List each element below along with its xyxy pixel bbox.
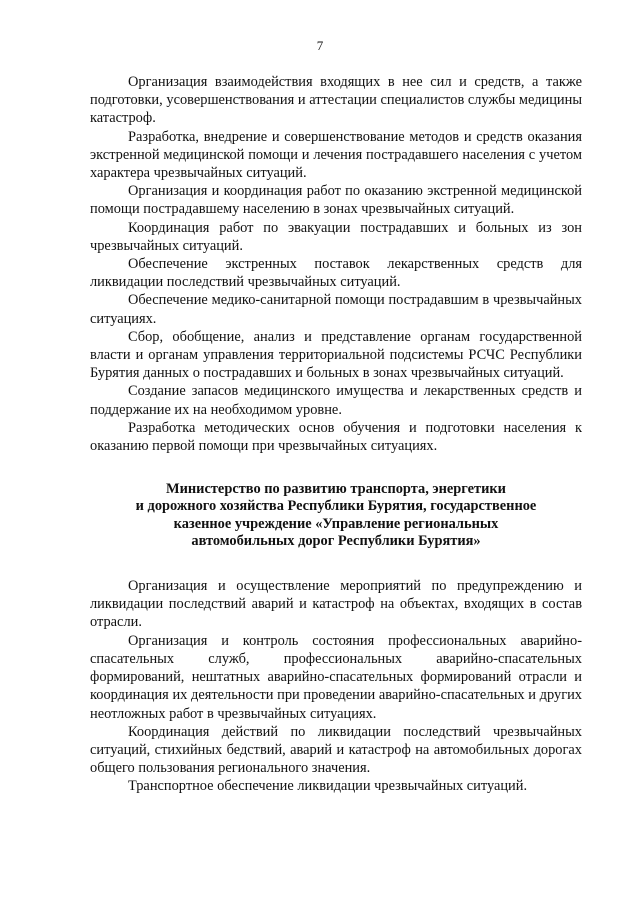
paragraph: Обеспечение экстренных поставок лекарственных средств для ликвидации последствий чрезвычайных ситуаций.	[90, 256, 582, 291]
paragraph: Координация работ по эвакуации пострадавших и больных из зон чрезвычайных ситуаций.	[90, 219, 582, 254]
page-number: 7	[316, 38, 324, 53]
section-transport-paragraphs	[90, 577, 582, 795]
paragraph: Транспортное обеспечение ликвидации чрезвычайных ситуаций.	[128, 778, 528, 795]
section-medical-paragraphs	[90, 73, 582, 455]
paragraph: Обеспечение медико-санитарной помощи пострадавшим в чрезвычайных ситуациях.	[90, 292, 582, 327]
page-content	[90, 73, 582, 796]
paragraph: Организация и контроль состояния профессиональных аварийно-спасательных служб, профессиональных аварийно-спасательных формирований, нештатных аварийно-спасательных формирований отрасли и координация их деятельности при проведении аварийно-спасательных и других неотложных работ в чрезвычайных ситуациях.	[90, 632, 582, 722]
paragraph: Сбор, обобщение, анализ и представление органам государственной власти и органам управления территориальной подсистемы РСЧС Республики Бурятия данных о пострадавших и больных в зонах чрезвычайных ситуаций.	[90, 328, 582, 382]
heading-line: автомобильных дорог Республики Бурятия»	[191, 532, 481, 549]
heading-line: казенное учреждение «Управление региональных	[173, 515, 499, 532]
heading-line: и дорожного хозяйства Республики Бурятия, государственное	[135, 498, 537, 515]
paragraph: Разработка, внедрение и совершенствование методов и средств оказания экстренной медицинской помощи и лечения пострадавшего населения с учетом характера чрезвычайных ситуаций.	[90, 128, 582, 182]
paragraph: Создание запасов медицинского имущества и лекарственных средств и поддержание их на необходимом уровне.	[90, 383, 582, 418]
paragraph: Организация и координация работ по оказанию экстренной медицинской помощи пострадавшему населению в зонах чрезвычайных ситуаций.	[90, 183, 582, 218]
section-heading	[90, 481, 582, 550]
paragraph: Организация взаимодействия входящих в нее сил и средств, а также подготовки, усовершенствования и аттестации специалистов службы медицины катастроф.	[90, 74, 582, 127]
paragraph: Разработка методических основ обучения и подготовки населения к оказанию первой помощи при чрезвычайных ситуациях.	[90, 419, 582, 455]
paragraph: Организация и осуществление мероприятий по предупреждению и ликвидации последствий аварий и катастроф на объектах, входящих в состав отрасли.	[90, 578, 582, 631]
paragraph: Координация действий по ликвидации последствий чрезвычайных ситуаций, стихийных бедствий, аварий и катастроф на автомобильных дорогах общего пользования регионального значения.	[90, 723, 582, 777]
heading-line: Министерство по развитию транспорта, энергетики	[166, 481, 506, 498]
